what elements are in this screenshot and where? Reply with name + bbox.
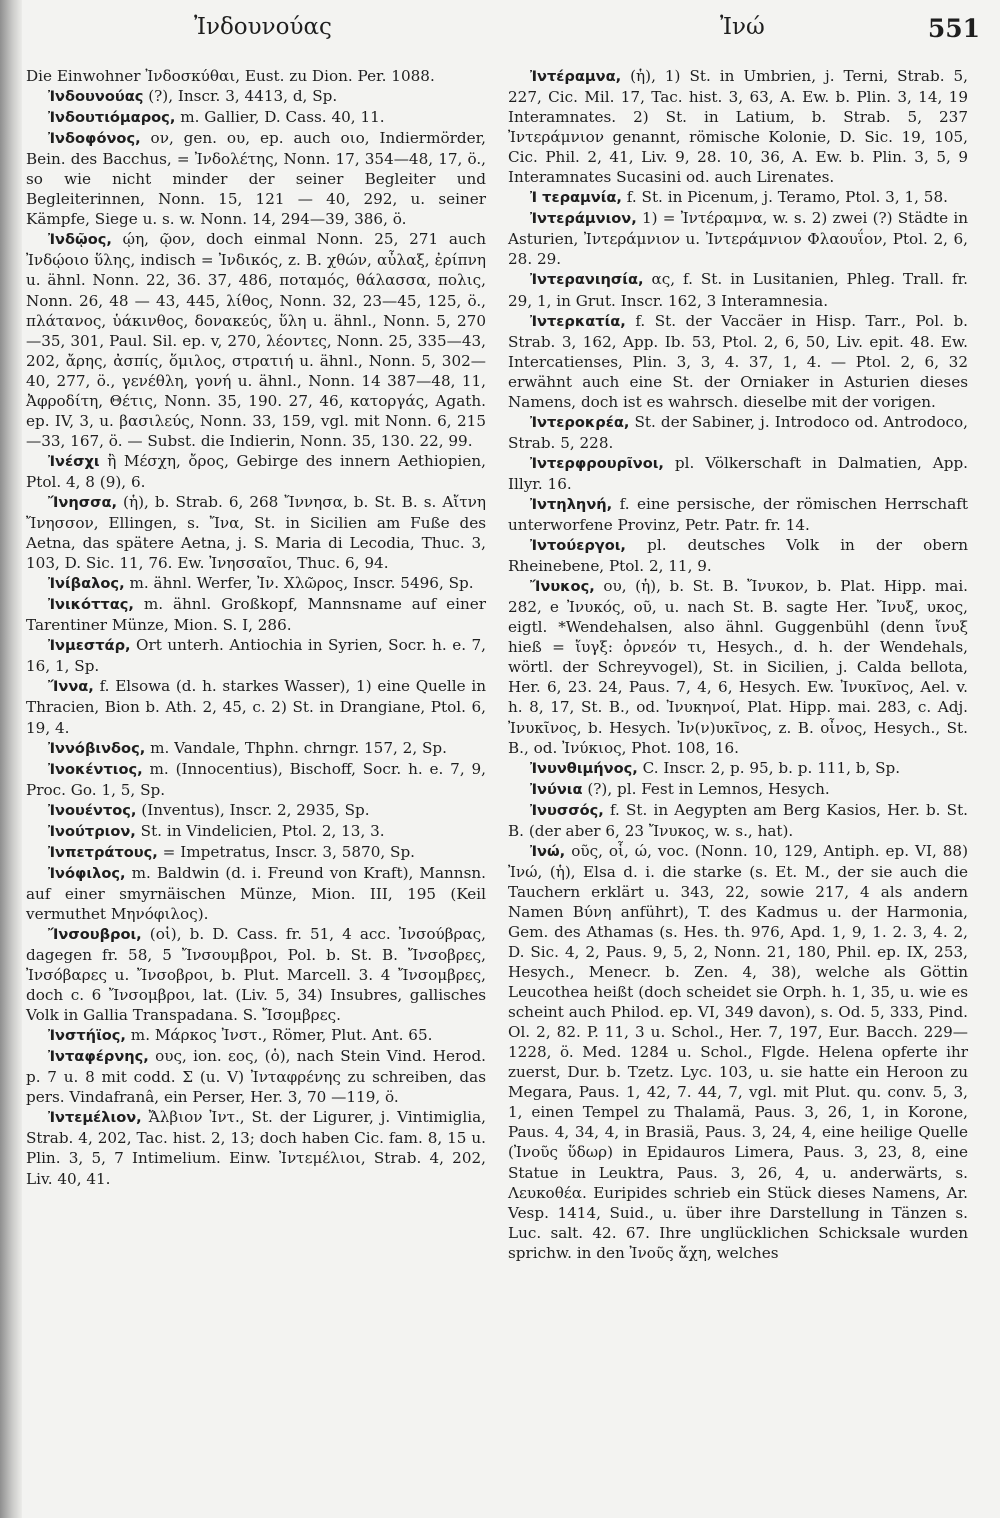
dictionary-entry [26, 635, 486, 676]
entry-text: Die Einwohner Ἰνδοσκύθαι, Eust. zu Dion. Per. 1088. [26, 67, 435, 85]
entry-headword: Ἰνστήϊος, [48, 1027, 126, 1045]
entry-text: (ἡ), b. Strab. 6, 268 Ἴννησα, b. St. B. s. Αἴτνη Ἴνησσον, Ellingen, s. Ἴνα, St. in Sicilien am Fuße des Aetna, das spätere Aetna, j. S. Maria di Lecodia, Thuc. 3, 103, D. Sic. 11, 76. Ew. Ἰνησσαῖοι, Thuc. 6, 94. [26, 492, 486, 573]
left-running-head: Ἰνδουνούας [194, 14, 332, 40]
entry-headword: Ἰννόβινδος, [48, 739, 146, 757]
dictionary-entry [508, 535, 968, 576]
dictionary-entry [508, 269, 968, 310]
dictionary-entry [26, 229, 486, 451]
dictionary-entry [26, 924, 486, 1025]
dictionary-entry [26, 492, 486, 573]
entry-headword: Ἰνυνθιμήνος, [530, 759, 638, 777]
entry-headword: Ἰνδουτιόμαρος, [48, 109, 176, 127]
entry-text: m. Gallier, D. Cass. 40, 11. [175, 108, 385, 127]
entry-headword: Ἰνώ, [530, 842, 566, 860]
entry-headword: Ἰντούεργοι, [530, 537, 626, 555]
dictionary-entry [508, 779, 968, 800]
entry-text: m. (Innocentius), Bischoff, Socr. h. e. 7, 9, Proc. Go. 1, 5, Sp. [26, 759, 486, 799]
dictionary-entry [26, 1025, 486, 1046]
entry-text: ἢ Μέσχη, ὄρος, Gebirge des innern Aethiopien, Ptol. 4, 8 (9), 6. [26, 451, 486, 491]
dictionary-entry [26, 594, 486, 635]
entry-headword: Ἴννα, [48, 678, 94, 696]
entry-text: ας, f. St. in Lusitanien, Phleg. Trall. fr. 29, 1, in Grut. Inscr. 162, 3 Interamnesia. [508, 270, 968, 310]
entry-text: f. St. der Vaccäer in Hisp. Tarr., Pol. b. Strab. 3, 162, App. Ib. 53, Ptol. 2, 6, 50, Liv. epit. 48. Ew. Intercatienses, Plin. 3, 3, 4. 37, 1, 4. — Ptol. 2, 6, 32 erwähnt auch eine St. der Orniaker in Asturien dieses Namens, doch ist es wahrsch. dieselbe mit der vorigen. [508, 311, 968, 411]
dictionary-entry [26, 107, 486, 128]
entry-text: (Inventus), Inscr. 2, 2935, Sp. [136, 800, 370, 819]
entry-headword: Ἰνούτριον, [48, 822, 136, 840]
entry-headword: Ἴνησσα, [48, 493, 118, 511]
entry-text: ον, gen. ου, ep. auch οιο, Indiermörder, Bein. des Bacchus, = Ἰνδολέτης, Nonn. 17, 354—48, 17, ö., so wie nicht minder der seiner Begleiter und Begleiterinnen, Nonn. 15, 121 — 40, 292, u. seiner Kämpfe, Siege u. s. w. Nonn. 14, 294—39, 386, ö. [26, 129, 486, 229]
entry-text: C. Inscr. 2, p. 95, b. p. 111, b, Sp. [637, 758, 901, 777]
entry-headword: Ἰνδῷος, [48, 231, 112, 249]
right-running-head: Ἰνώ [720, 14, 765, 40]
entry-headword: Ἰνύνια [530, 780, 583, 798]
entry-headword: Ἴνυκος, [530, 578, 595, 596]
entry-text: pl. deutsches Volk in der obern Rheinebene, Ptol. 2, 11, 9. [508, 536, 968, 576]
dictionary-entry [508, 576, 968, 757]
dictionary-page [26, 0, 986, 1518]
entry-text: Ἄλβιον Ἰντ., St. der Ligurer, j. Vintimiglia, Strab. 4, 202, Tac. hist. 2, 13; doch haben Cic. fam. 8, 15 u. Plin. 3, 5, 7 Intimelium. Einw. Ἰντεμέλιοι, Strab. 4, 202, Liv. 40, 41. [26, 1108, 486, 1188]
entry-text: m. ähnl. Großkopf, Mannsname auf einer Tarentiner Münze, Mion. S. I, 286. [26, 595, 486, 635]
entry-text: f. St. in Picenum, j. Teramo, Ptol. 3, 1, 58. [621, 188, 948, 207]
entry-text: f. St. in Aegypten am Berg Kasios, Her. b. St. B. (der aber 6, 23 Ἴνυκος, w. s., hat). [508, 800, 968, 840]
entry-headword: Ἰ τεραμνία, [530, 189, 622, 207]
entry-headword: Ἴνσουβροι, [48, 925, 142, 943]
entry-text: m. Vandale, Thphn. chrngr. 157, 2, Sp. [145, 738, 447, 757]
right-column [508, 66, 968, 1263]
entry-text: f. Elsowa (d. h. starkes Wasser), 1) eine Quelle in Thracien, Bion b. Ath. 2, 45, c. 2) St. in Drangiane, Ptol. 6, 19, 4. [26, 677, 486, 737]
dictionary-entry [508, 208, 968, 269]
entry-text: ῴη, ῷον, doch einmal Nonn. 25, 271 auch Ἰνδῴοιο ὕλης, indisch = Ἰνδικός, z. B. χθών, αὖλαξ, ἐρίπνη u. ähnl. Nonn. 22, 36. 37, 486, ποταμός, θάλασσα, πολις, Nonn. 26, 48 — 43, 445, λίθος, Nonn. 32, 23—45, 125, ö., πλάτανος, ὑάκινθος, δονακεύς, ὕλη u. ähnl., Nonn. 5, 270—35, 301, Paul. Sil. ep. v, 270, λέοντες, Nonn. 25, 335—43, 202, ἄρης, ἀσπίς, ὅμιλος, στρατιή u. ähnl., Nonn. 5, 302—40, 277, ö., γενέθλη, γονή u. ähnl., Nonn. 14 387—48, 11, Ἀφροδίτη, Θέτις, Nonn. 35, 190. 27, 46, κατοργάς, Agath. ep. IV, 3, u. βασιλεύς, Nonn. 33, 159, vgl. mit Nonn. 6, 215—33, 167, ö. — Subst. die Indierin, Nonn. 35, 130. 22, 99. [26, 230, 486, 450]
dictionary-entry [26, 863, 486, 924]
left-column [26, 66, 486, 1189]
entry-headword: Ἰντερκατία, [530, 312, 626, 330]
entry-headword: Ἰνδοφόνος, [48, 130, 141, 148]
entry-text: ους, ion. εος, (ὁ), nach Stein Vind. Herod. p. 7 u. 8 mit codd. Σ (u. V) Ἰνταφρένης zu schreiben, das pers. Vindafranâ, ein Perser, Her. 3, 70 —119, ö. [26, 1047, 486, 1107]
entry-headword: Ἰνμεστάρ, [48, 637, 131, 655]
dictionary-entry [508, 66, 968, 187]
entry-text: m. ähnl. Werfer, Ἰν. Χλῶρος, Inscr. 5496, Sp. [124, 574, 474, 593]
dictionary-entry [508, 453, 968, 494]
entry-headword: Ἰνοκέντιος, [48, 760, 143, 778]
entry-headword: Ἰντερφρουρῖνοι, [530, 454, 664, 472]
dictionary-entry [26, 738, 486, 759]
entry-text: f. eine persische, der römischen Herrschaft unterworfene Provinz, Petr. Patr. fr. 14. [508, 494, 968, 535]
dictionary-entry [26, 1046, 486, 1107]
dictionary-entry [508, 412, 968, 453]
entry-text: οῦς, οἷ, ώ, voc. (Nonn. 10, 129, Antiph. ep. VI, 88) Ἰνώ, (ἡ), Elsa d. i. die starke (s. Et. M., der sie auch die Tauchern erklärt u. 343, 22, sowie 217, 4 als andern Namen Βύνη anführt), T. des Kadmus u. der Harmonia, Gem. des Athamas (s. Hes. th. 976, Apd. 1, 9, 1. 2. 3, 4. 2, D. Sic. 4, 2, Paus. 9, 5, 2, Nonn. 21, 180, Phil. ep. IX, 253, Hesych., Menecr. b. Zen. 4, 38), welche als Göttin Leucothea heißt (doch scheidet sie Orph. h. 1, 35, u. wie es scheint auch Philod. ep. VI, 349 davon), s. Od. 5, 333, Pind. Ol. 2, 82. P. 11, 3 u. Schol., Her. 7, 197, Eur. Bacch. 229—1228, ö. Med. 1284 u. Schol., Flgde. Helena opferte ihr zuerst, Dur. b. Tzetz. Lyc. 103, u. sie hatte ein Heroon zu Megara, Paus. 1, 42, 7. 44, 7, vgl. mit Plut. qu. conv. 5, 3, 1, einen Tempel zu Thalamä, Paus. 3, 26, 1, in Korone, Paus. 4, 34, 4, in Brasiä, Paus. 3, 24, 4, eine heilige Quelle (Ἰνοῦς ὕδωρ) in Epidauros Limera, Paus. 3, 23, 8, eine Statue in Leuktra, Paus. 3, 26, 4, u. anderwärts, s. Λευκοθέα. Euripides schrieb ein Stück dieses Namens, Ar. Vesp. 1414, Suid., u. über ihre Darstellung in Tänzen s. Luc. salt. 42. 67. Ihre unglücklichen Schicksale wurden sprichw. in den Ἰνοῦς ἄχη, welches [508, 841, 968, 1262]
dictionary-entry [26, 759, 486, 800]
entry-headword: Ἰντέραμνα, [530, 68, 622, 85]
entry-headword: Ἰνπετράτους, [48, 843, 158, 861]
dictionary-entry [26, 451, 486, 492]
entry-text: (?), pl. Fest in Lemnos, Hesych. [582, 779, 830, 798]
entry-headword: Ἰνδουνούας [48, 88, 144, 106]
dictionary-entry [26, 573, 486, 594]
dictionary-entry [508, 494, 968, 535]
entry-headword: Ἰνόφιλος, [48, 864, 126, 882]
dictionary-entry [26, 821, 486, 842]
book-binding-gutter [0, 0, 22, 1518]
entry-text: pl. Völkerschaft in Dalmatien, App. Illyr. 16. [508, 453, 968, 493]
entry-headword: Ἰντεράμνιον, [530, 210, 637, 228]
entry-headword: Ἰντερανιησία, [530, 271, 644, 289]
dictionary-entry [26, 800, 486, 821]
entry-text: = Impetratus, Inscr. 3, 5870, Sp. [157, 842, 415, 861]
dictionary-entry [26, 1107, 486, 1188]
entry-text: m. Baldwin (d. i. Freund von Kraft), Mannsn. auf einer smyrnäischen Münze, Mion. III, 195 (Keil vermuthet Μηνόφιλος). [26, 863, 486, 923]
entry-headword: Ἰνέσχι [48, 452, 100, 470]
entry-text: ου, (ἡ), b. St. B. Ἴνυκον, b. Plat. Hipp. mai. 282, e Ἰνυκός, οῦ, u. nach St. B. sagte Her. Ἴνυξ, υκος, eigtl. *Wendehalsen, also ähnl. Guggenbühl (denn ἴνυξ hieß = ἴυγξ: ὀρνεόν τι, Hesych., d. h. der Wendehals, wörtl. der Schreyvogel), St. in Sicilien, j. Calda bellota, Her. 6, 23. 24, Paus. 7, 4, 6, Hesych. Ew. Ἰνυκῖνος, Ael. v. h. 8, 17, St. B., od. Ἰνυκηνοί, Plat. Hipp. mai. 283, c. Adj. Ἰνυκῖνος, b. Hesych. Ἰν(ν)υκῖνος, z. B. οἶνος, Hesych., St. B., od. Ἰνύκιος, Phot. 108, 16. [508, 577, 968, 757]
entry-headword: Ἰντηληνή, [530, 495, 613, 513]
entry-text: Ort unterh. Antiochia in Syrien, Socr. h. e. 7, 16, 1, Sp. [26, 636, 486, 676]
entry-text: (?), Inscr. 3, 4413, d, Sp. [143, 87, 338, 106]
entry-text: (οἱ), b. D. Cass. fr. 51, 4 acc. Ἰνσούβρας, dagegen fr. 58, 5 Ἴνσουμβροι, Pol. b. St. B. Ἴνσοβρες, Ἰνσόβαρες u. Ἴνσοβροι, b. Plut. Marcell. 3. 4 Ἴνσομβρες, doch c. 6 Ἴνσομβροι, lat. (Liv. 5, 34) Insubres, gallisches Volk in Gallia Transpadana. S. Ἴσομβρες. [26, 924, 486, 1025]
dictionary-entry [26, 128, 486, 229]
entry-headword: Ἰντεροκρέα, [530, 413, 630, 431]
dictionary-entry [508, 800, 968, 841]
entry-text: (ἡ), 1) St. in Umbrien, j. Terni, Strab. 5, 227, Cic. Mil. 17, Tac. hist. 3, 63, A. Ew. b. Plin. 3, 14, 19 Interamnates. 2) St. in Latium, b. Strab. 5, 237 Ἰντεράμνιον genannt, römische Kolonie, D. Sic. 19, 105, Cic. Phil. 2, 41, Liv. 9, 28. 10, 36, A. Ew. b. Plin. 3, 5, 9 Interamnates Sucasini od. auch Lirenates. [508, 67, 968, 187]
page-number: 551 [927, 14, 980, 43]
entry-headword: Ἰνυσσός, [530, 801, 604, 819]
entry-headword: Ἰνίβαλος, [48, 575, 125, 593]
dictionary-entry [508, 187, 968, 208]
entry-headword: Ἰνουέντος, [48, 801, 137, 819]
page-header [26, 14, 986, 54]
dictionary-entry [26, 842, 486, 863]
entry-headword: Ἰνικόττας, [48, 596, 134, 614]
entry-headword: Ἰντεμέλιον, [48, 1109, 142, 1127]
entry-text: St. in Vindelicien, Ptol. 2, 13, 3. [135, 821, 385, 840]
dictionary-entry [26, 86, 486, 107]
entry-text: m. Μάρκος Ἰνστ., Römer, Plut. Ant. 65. [125, 1026, 433, 1045]
entry-text: 1) = Ἰντέραμνα, w. s. 2) zwei (?) Städte in Asturien, Ἰντεράμνιον u. Ἰντεράμνιον Φλαουΐον, Ptol. 2, 6, 28. 29. [508, 209, 968, 269]
dictionary-entry [508, 841, 968, 1263]
entry-text: St. der Sabiner, j. Introdoco od. Antrodoco, Strab. 5, 228. [508, 412, 968, 452]
dictionary-entry [26, 66, 486, 86]
dictionary-entry [26, 676, 486, 737]
dictionary-entry [508, 758, 968, 779]
entry-headword: Ἰνταφέρνης, [48, 1048, 149, 1066]
dictionary-entry [508, 311, 968, 412]
